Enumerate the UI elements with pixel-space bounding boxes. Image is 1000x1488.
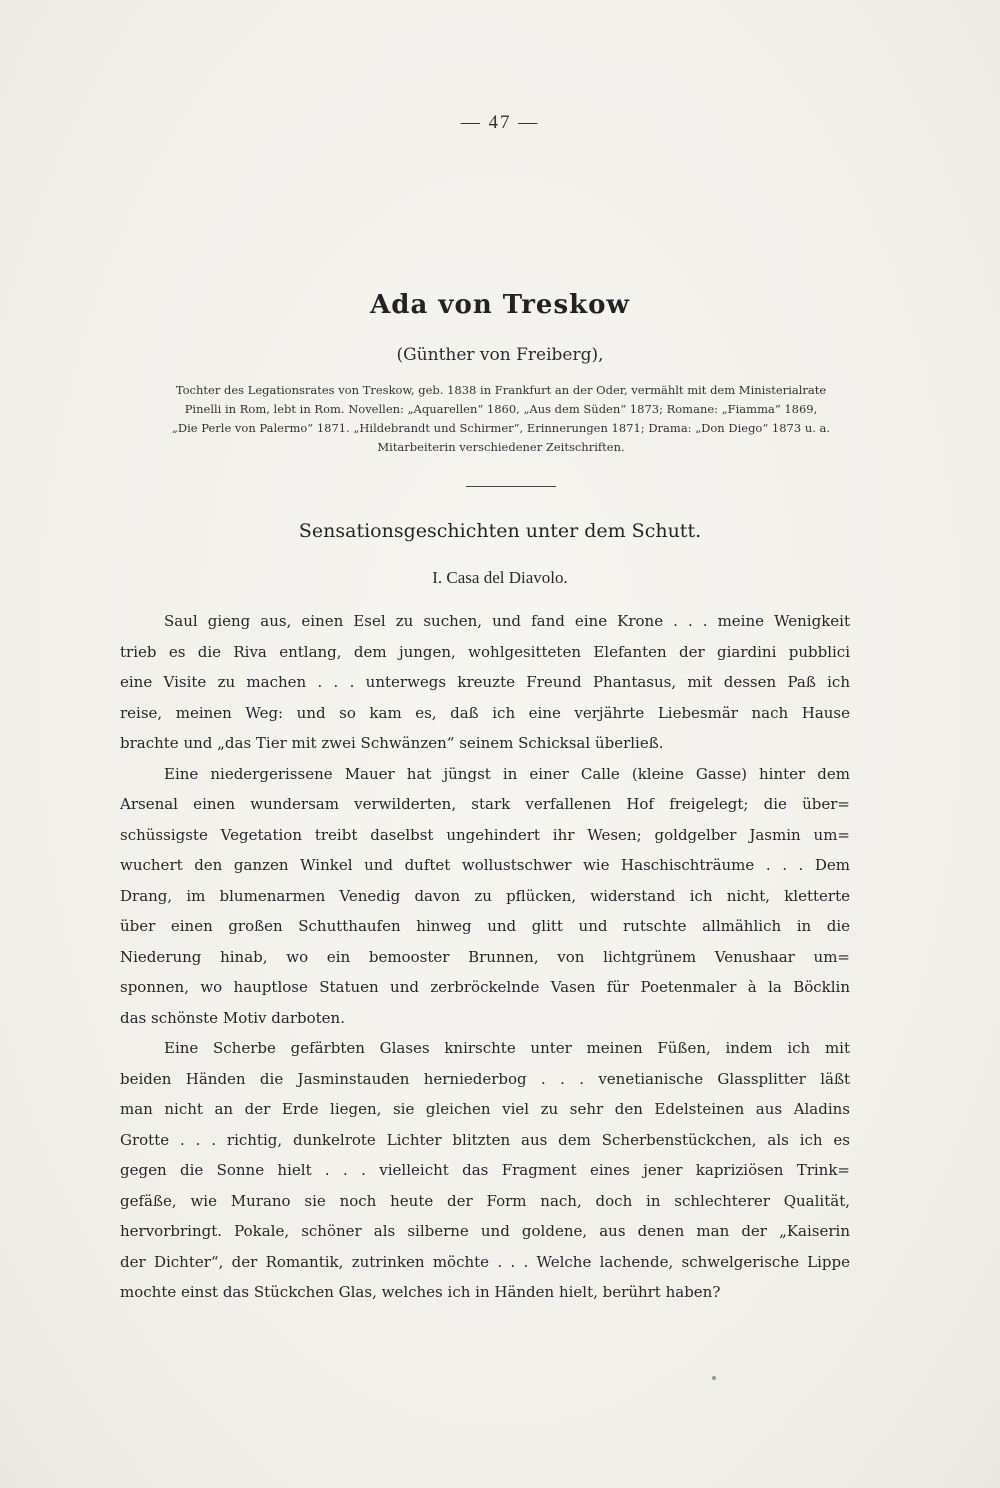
text-line: sponnen, wo hauptlose Statuen und zerbröckelnde Vasen für Poetenmaler à la Böcklin <box>120 978 850 996</box>
text-line: beiden Händen die Jasminstauden herniederbog . . . venetianische Glassplitter läßt <box>120 1069 850 1088</box>
text-line: über einen großen Schutthaufen hinweg und glitt und rutschte allmählich in die <box>120 917 850 935</box>
page-number: — 47 — <box>460 112 540 133</box>
text-line: Grotte . . . richtig, dunkelrote Lichter blitzten aus dem Scherbenstückchen, als ich es <box>120 1130 850 1149</box>
text-line: Arsenal einen wundersam verwilderten, stark verfallenen Hof freigelegt; die über= <box>120 795 850 813</box>
author-pseudonym: (Günther von Freiberg), <box>396 345 604 365</box>
text-line: reise, meinen Weg: und so kam es, daß ich eine verjährte Liebesmär nach Hause <box>120 703 850 722</box>
author-title: Ada von Treskow <box>370 290 630 320</box>
text-line: Eine Scherbe gefärbten Glases knirschte unter meinen Füßen, indem ich mit <box>164 1039 850 1057</box>
text-line: der Dichter“, der Romantik, zutrinken möchte . . . Welche lachende, schwelgerische Lippe <box>120 1252 850 1271</box>
text-line: eine Visite zu machen . . . unterwegs kreuzte Freund Phantasus, mit dessen Paß ich <box>120 673 850 691</box>
text-line: Drang, im blumenarmen Venedig davon zu pflücken, widerstand ich nicht, kletterte <box>120 886 850 905</box>
section-divider <box>466 486 556 487</box>
text-line: Eine niedergerissene Mauer hat jüngst in einer Calle (kleine Gasse) hinter dem <box>164 764 850 783</box>
chapter-title: I. Casa del Diavolo. <box>432 568 568 587</box>
text-line: gegen die Sonne hielt . . . vielleicht das Fragment eines jener kapriziösen Trink= <box>120 1161 850 1179</box>
bio-line: „Die Perle von Palermo“ 1871. „Hildebrandt und Schirmer“, Erinnerungen 1871; Drama: „Don Diego“ 1873 u. a. <box>171 421 831 435</box>
bio-line: Mitarbeiterin verschiedener Zeitschriften. <box>377 440 625 454</box>
text-line: Saul gieng aus, einen Esel zu suchen, und fand eine Krone . . . meine Wenigkeit <box>164 612 850 630</box>
text-line: das schönste Motiv darboten. <box>120 1008 345 1027</box>
text-line: man nicht an der Erde liegen, sie gleichen viel zu sehr den Edelsteinen aus Aladins <box>120 1100 850 1118</box>
text-line: hervorbringt. Pokale, schöner als silberne und goldene, aus denen man der „Kaiserin <box>120 1222 850 1240</box>
bio-line: Pinelli in Rom, lebt in Rom. Novellen: „Aquarellen“ 1860, „Aus dem Süden“ 1873; Romane: „Fiamma“ 1869, <box>184 402 818 416</box>
text-line: trieb es die Riva entlang, dem jungen, wohlgesitteten Elefanten der giardini pubblici <box>120 642 850 661</box>
text-line: mochte einst das Stückchen Glas, welches ich in Händen hielt, berührt haben? <box>120 1283 721 1301</box>
text-line: Niederung hinab, wo ein bemooster Brunnen, von lichtgrünem Venushaar um= <box>120 947 850 966</box>
paper-speck <box>712 1376 716 1380</box>
text-line: wuchert den ganzen Winkel und duftet wollustschwer wie Haschischträume . . . Dem <box>120 856 850 874</box>
body-text <box>120 606 850 1308</box>
text-line: schüssigste Vegetation treibt daselbst ungehindert ihr Wesen; goldgelber Jasmin um= <box>120 825 850 844</box>
text-line: gefäße, wie Murano sie noch heute der Form nach, doch in schlechterer Qualität, <box>120 1191 850 1210</box>
text-line: brachte und „das Tier mit zwei Schwänzen“ seinem Schicksal überließ. <box>120 734 664 752</box>
bio-line: Tochter des Legationsrates von Treskow, geb. 1838 in Frankfurt an der Oder, vermählt mit dem Ministerialrate <box>175 383 827 397</box>
section-title: Sensationsgeschichten unter dem Schutt. <box>298 520 702 542</box>
author-biography <box>120 381 882 457</box>
